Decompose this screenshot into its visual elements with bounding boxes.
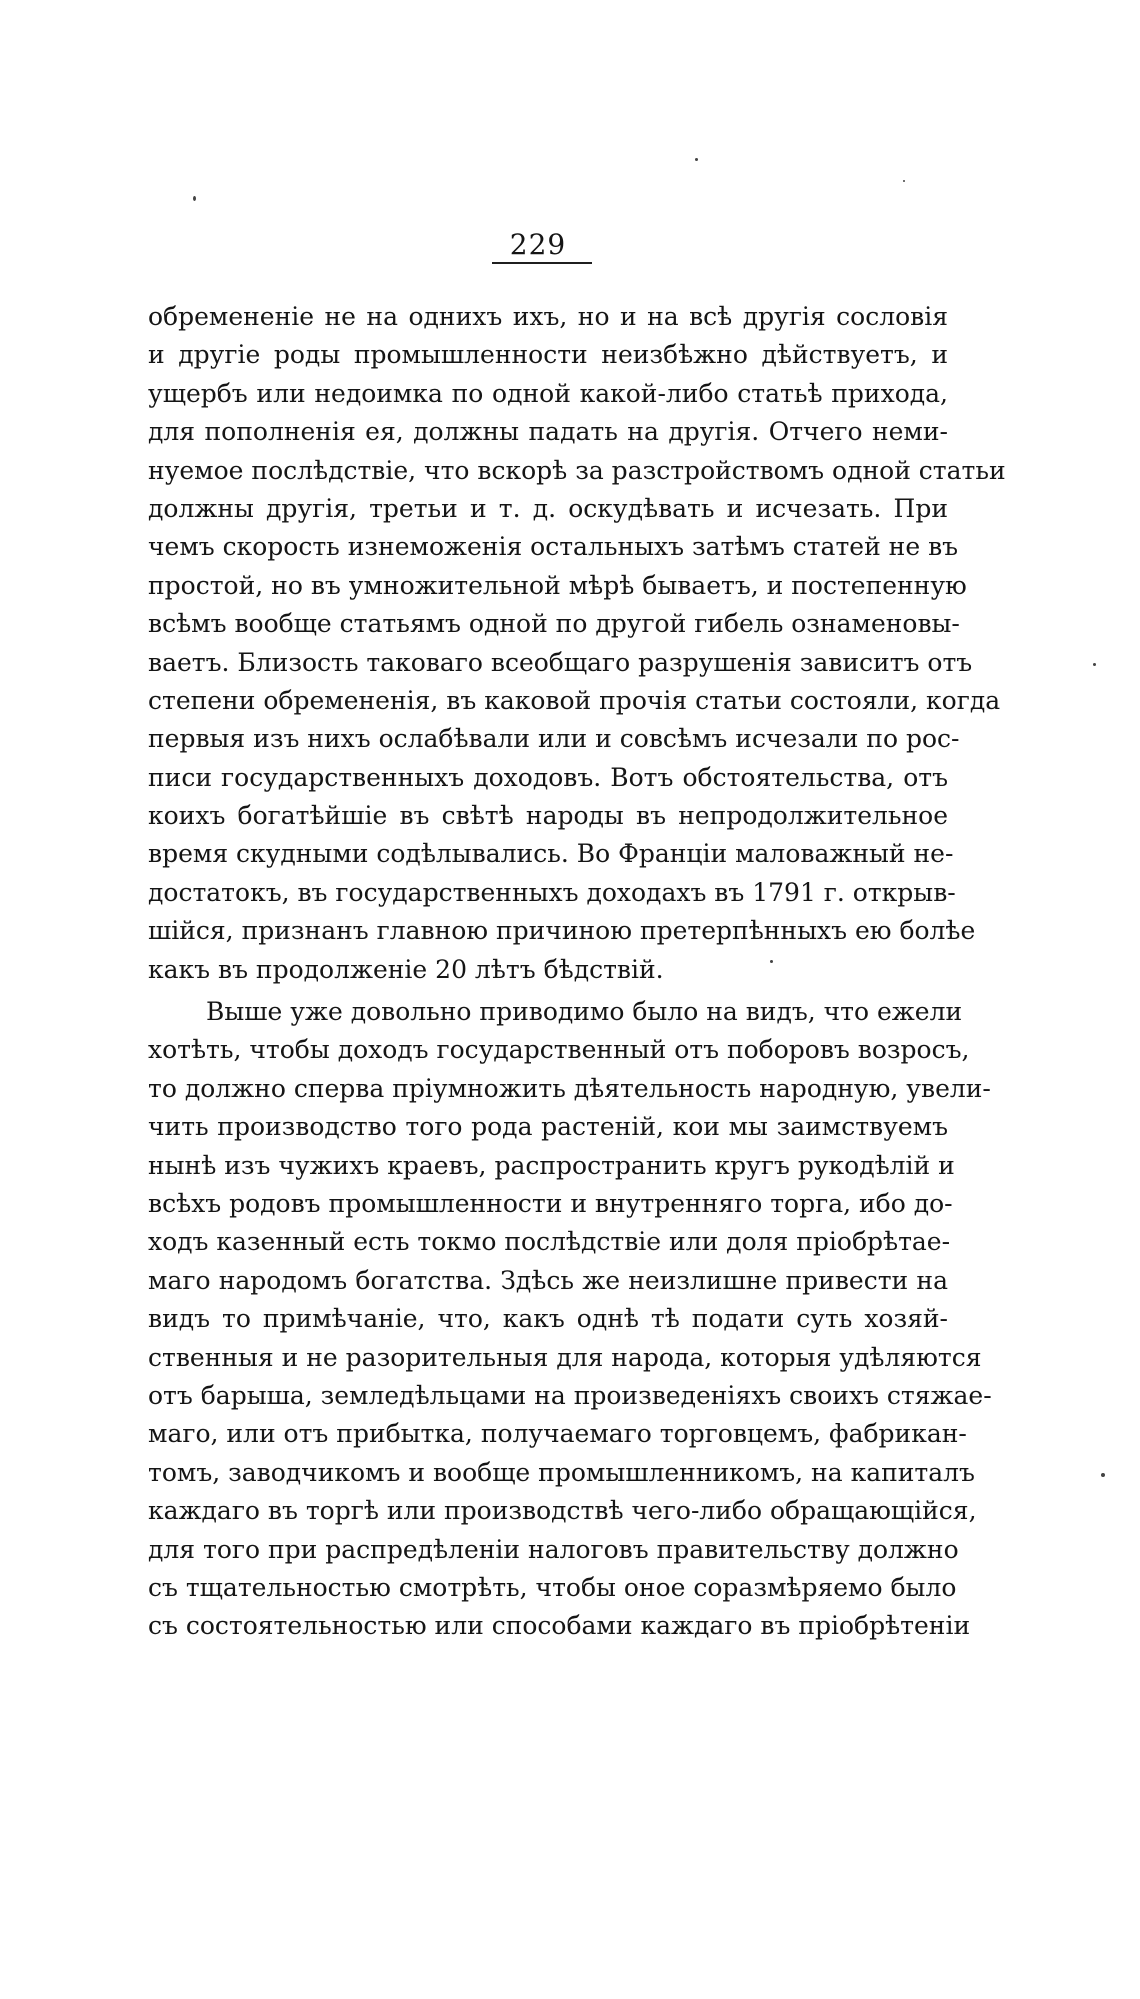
scan-speck (770, 960, 773, 963)
body-text (148, 298, 1006, 1646)
text-line: чить производство того рода растеній, кои мы заимствуемъ (148, 1112, 948, 1142)
text-line: то должно сперва пріумножить дѣятельность народную, увели- (148, 1073, 991, 1103)
scan-speck (1093, 663, 1096, 666)
text-line: всѣмъ вообще статьямъ одной по другой гибель ознаменовы- (148, 609, 960, 639)
paragraph-1 (148, 298, 1006, 989)
text-line: нуемое послѣдствіе, что вскорѣ за разстройствомъ одной статьи (148, 455, 1006, 485)
scan-speck (1101, 1473, 1105, 1477)
text-line: хотѣть, чтобы доходъ государственный отъ поборовъ возросъ, (148, 1035, 970, 1065)
text-line: отъ барыша, земледѣльцами на произведеніяхъ своихъ стяжае- (148, 1380, 992, 1410)
text-line: первыя изъ нихъ ослабѣвали или и совсѣмъ исчезали по рос- (148, 724, 960, 754)
text-line: съ тщательностью смотрѣть, чтобы оное соразмѣряемо было (148, 1572, 957, 1602)
text-line: каждаго въ торгѣ или производствѣ чего-либо обращающійся, (148, 1496, 977, 1526)
scan-speck (695, 158, 698, 161)
text-line: видъ то примѣчаніе, что, какъ однѣ тѣ подати суть хозяй- (148, 1304, 948, 1334)
text-line: достатокъ, въ государственныхъ доходахъ въ 1791 г. открыв- (148, 877, 956, 907)
text-line: нынѣ изъ чужихъ краевъ, распространить кругъ рукодѣлій и (148, 1150, 955, 1180)
text-line: какъ въ продолженіе 20 лѣтъ бѣдствій. (148, 954, 664, 984)
page-number: 229 (509, 228, 567, 261)
text-line: шійся, признанъ главною причиною претерпѣнныхъ ею болѣе (148, 916, 976, 946)
text-line: съ состоятельностью или способами каждаго въ пріобрѣтеніи (148, 1611, 971, 1641)
scan-speck (193, 196, 196, 201)
text-line: и другіе роды промышленности неизбѣжно дѣйствуетъ, и (148, 340, 948, 370)
text-line: для пополненія ея, должны падать на другія. Отчего неми- (148, 417, 948, 447)
text-line: степени обремененія, въ каковой прочія статьи состояли, когда (148, 685, 1001, 715)
text-line: ходъ казенный есть токмо послѣдствіе или доля пріобрѣтае- (148, 1227, 951, 1257)
text-line: Выше уже довольно приводимо было на видъ, что ежели (206, 997, 963, 1027)
text-line: коихъ богатѣйшіе въ свѣтѣ народы въ непродолжительное (148, 801, 948, 831)
paragraph-2 (148, 993, 992, 1646)
text-line: обремененіе не на одниxъ ихъ, но и на всѣ другія сословія (148, 302, 948, 331)
text-line: время скудными содѣлывались. Во Франціи маловажный не- (148, 839, 954, 869)
text-line: ственныя и не разорительныя для народа, которыя удѣляются (148, 1342, 982, 1372)
text-line: ущербъ или недоимка по одной какой-либо статьѣ прихода, (148, 378, 948, 408)
text-line: чемъ скорость изнеможенія остальныхъ затѣмъ статей не въ (148, 532, 959, 562)
text-line: маго народомъ богатства. Здѣсь же неизлишне привести на (148, 1265, 948, 1295)
text-line: должны другія, третьи и т. д. оскудѣвать и исчезать. При (148, 493, 948, 523)
scan-speck (903, 180, 905, 182)
text-line: томъ, заводчикомъ и вообще промышленникомъ, на капиталъ (148, 1457, 975, 1487)
text-line: писи государственныхъ доходовъ. Вотъ обстоятельства, отъ (148, 762, 948, 792)
text-line: маго, или отъ прибытка, получаемаго торговцемъ, фабрикан- (148, 1419, 967, 1449)
text-line: простой, но въ умножительной мѣрѣ бываетъ, и постепенную (148, 570, 967, 600)
text-line: для того при распредѣленіи налоговъ правительству должно (148, 1534, 959, 1564)
text-line: всѣхъ родовъ промышленности и внутренняго торга, ибо до- (148, 1188, 953, 1218)
text-line: ваетъ. Близость таковаго всеобщаго разрушенія зависитъ отъ (148, 647, 973, 677)
page-number-rule (492, 262, 592, 264)
